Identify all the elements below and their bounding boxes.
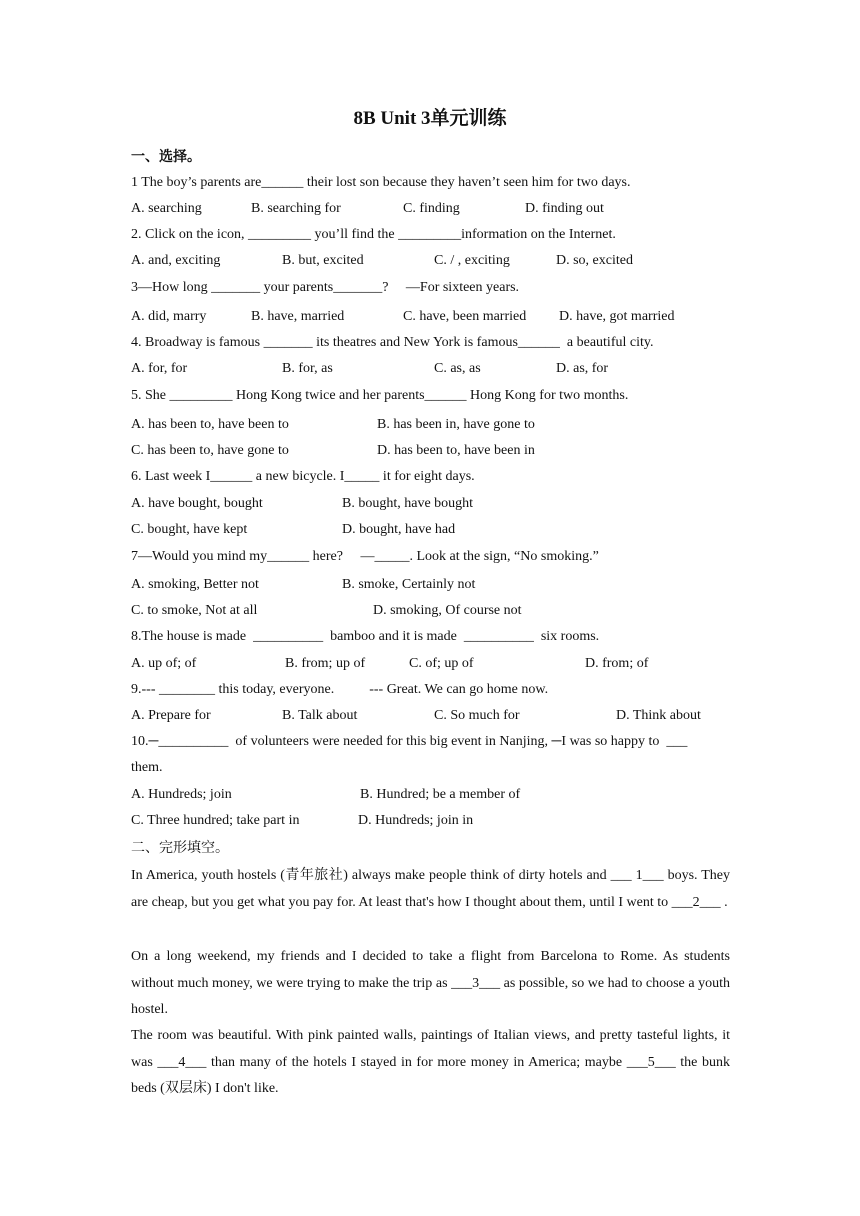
question-3-stem: 3—How long _______ your parents_______? —For sixteen years. bbox=[131, 280, 520, 295]
question-6-option-d: D. bought, have had bbox=[342, 522, 456, 537]
question-8-option-c: C. of; up of bbox=[409, 656, 474, 671]
passage-paragraph-2: On a long weekend, my friends and I decided to take a flight from Barcelona to Rome. As students without much money, we were trying to make the trip as ___3___ as possible, so we had to choose a youth hostel. bbox=[131, 949, 730, 1017]
question-4-option-a: A. for, for bbox=[131, 361, 188, 376]
question-4-stem: 4. Broadway is famous _______ its theatres and New York is famous______ a beautiful city. bbox=[131, 335, 654, 350]
question-6-option-c: C. bought, have kept bbox=[131, 522, 248, 537]
question-1-option-b: B. searching for bbox=[251, 201, 341, 216]
question-5-option-c: C. has been to, have gone to bbox=[131, 443, 289, 458]
question-5-option-a: A. has been to, have been to bbox=[131, 417, 289, 432]
question-7-option-b: B. smoke, Certainly not bbox=[342, 577, 476, 592]
question-6-stem: 6. Last week I______ a new bicycle. I_____ it for eight days. bbox=[131, 469, 475, 484]
question-2-option-b: B. but, excited bbox=[282, 253, 364, 268]
section-heading-choice: 一、选择。 bbox=[131, 149, 201, 165]
question-1-stem: 1 The boy’s parents are______ their lost son because they haven’t seen him for two days. bbox=[131, 175, 631, 190]
question-6-option-b: B. bought, have bought bbox=[342, 496, 474, 511]
question-3-option-c: C. have, been married bbox=[403, 309, 527, 324]
question-9-option-d: D. Think about bbox=[616, 708, 701, 723]
question-4-option-c: C. as, as bbox=[434, 361, 481, 376]
question-7-option-d: D. smoking, Of course not bbox=[373, 603, 522, 618]
question-9-stem: 9.--- ________ this today, everyone. --- Great. We can go home now. bbox=[131, 682, 549, 697]
question-3-option-a: A. did, marry bbox=[131, 309, 207, 324]
question-3-option-b: B. have, married bbox=[251, 309, 345, 324]
question-7-option-a: A. smoking, Better not bbox=[131, 577, 259, 592]
question-8-stem: 8.The house is made __________ bamboo and it is made __________ six rooms. bbox=[131, 629, 600, 644]
question-10-option-c: C. Three hundred; take part in bbox=[131, 813, 300, 828]
question-5-option-b: B. has been in, have gone to bbox=[377, 417, 535, 432]
question-4-option-b: B. for, as bbox=[282, 361, 333, 376]
question-8-option-d: D. from; of bbox=[585, 656, 649, 671]
question-5-stem: 5. She _________ Hong Kong twice and her parents______ Hong Kong for two months. bbox=[131, 388, 629, 403]
question-9-option-c: C. So much for bbox=[434, 708, 520, 723]
passage-paragraph-3: The room was beautiful. With pink painted walls, paintings of Italian views, and pretty tasteful lights, it was ___4___ than many of the hotels I stayed in for more money in America; maybe ___5___ the bunk beds (双层床) I don't like. bbox=[131, 1028, 730, 1096]
question-2-option-d: D. so, excited bbox=[556, 253, 633, 268]
question-2-stem: 2. Click on the icon, _________ you’ll find the _________information on the Internet. bbox=[131, 227, 616, 242]
question-8-option-a: A. up of; of bbox=[131, 656, 197, 671]
question-8-option-b: B. from; up of bbox=[285, 656, 366, 671]
question-10-stem-continued: them. bbox=[131, 760, 163, 775]
section-heading-cloze: 二、完形填空。 bbox=[131, 840, 229, 856]
question-7-stem: 7—Would you mind my______ here? —_____. Look at the sign, “No smoking.” bbox=[131, 549, 599, 564]
question-4-option-d: D. as, for bbox=[556, 361, 609, 376]
question-9-option-a: A. Prepare for bbox=[131, 708, 211, 723]
passage-paragraph-1: In America, youth hostels (青年旅社) always make people think of dirty hotels and ___ 1___ boys. They are cheap, but you get what you pay for. At least that's how I thought about them, until I went to ___2___ . bbox=[131, 868, 730, 910]
question-1-option-c: C. finding bbox=[403, 201, 460, 216]
question-10-stem: 10.─__________ of volunteers were needed for this big event in Nanjing, ─I was so happy to ___ bbox=[131, 734, 688, 749]
question-10-option-b: B. Hundred; be a member of bbox=[360, 787, 521, 802]
question-10-option-d: D. Hundreds; join in bbox=[358, 813, 474, 828]
question-9-option-b: B. Talk about bbox=[282, 708, 358, 723]
question-5-option-d: D. has been to, have been in bbox=[377, 443, 535, 458]
page-title: 8B Unit 3单元训练 bbox=[353, 108, 507, 129]
question-3-option-d: D. have, got married bbox=[559, 309, 675, 324]
question-7-option-c: C. to smoke, Not at all bbox=[131, 603, 258, 618]
question-1-option-a: A. searching bbox=[131, 201, 202, 216]
question-1-option-d: D. finding out bbox=[525, 201, 604, 216]
question-2-option-a: A. and, exciting bbox=[131, 253, 221, 268]
question-6-option-a: A. have bought, bought bbox=[131, 496, 263, 511]
question-2-option-c: C. / , exciting bbox=[434, 253, 510, 268]
question-10-option-a: A. Hundreds; join bbox=[131, 787, 232, 802]
